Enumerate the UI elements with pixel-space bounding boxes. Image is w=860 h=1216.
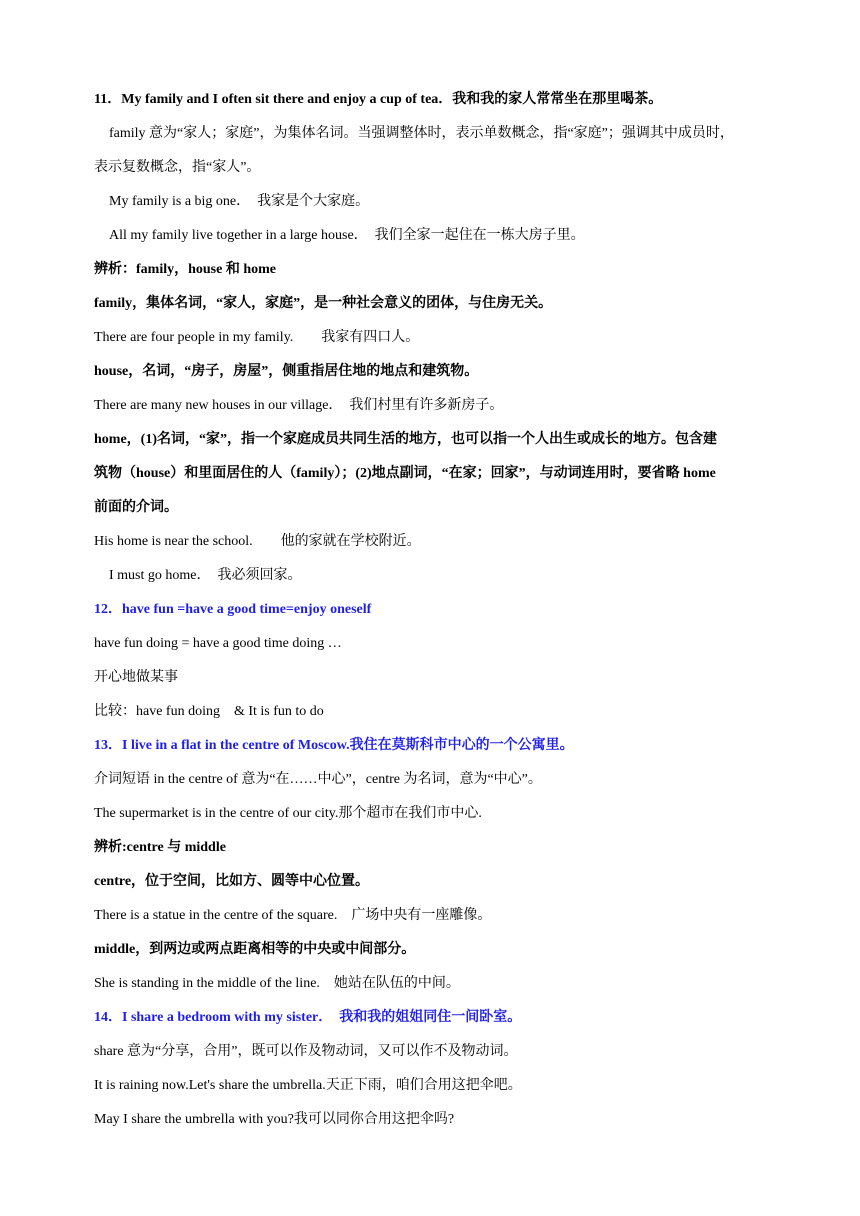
bold-text-line: centre，位于空间，比如方、圆等中心位置。	[94, 874, 370, 889]
bold-text-line: 筑物（house）和里面居住的人（family）；(2)地点副词，“在家；回家”，与动词连用时，要省略 home	[94, 466, 716, 481]
bold-text-line: middle，到两边或两点距离相等的中央或中间部分。	[94, 942, 416, 957]
text-line: 比较：have fun doing & It is fun to do	[94, 704, 324, 719]
text-line: There are many new houses in our village． 我们村里有许多新房子。	[94, 398, 504, 413]
text-line: She is standing in the middle of the line. 她站在队伍的中间。	[94, 976, 460, 991]
bold-text-line: 辨析:centre 与 middle	[94, 840, 226, 855]
bold-text-line: house，名词，“房子，房屋”，侧重指居住地的地点和建筑物。	[94, 364, 479, 379]
bold-text-line: family，集体名词，“家人，家庭”，是一种社会意义的团体，与住房无关。	[94, 296, 553, 311]
text-line: 介词短语 in the centre of 意为“在……中心”，centre 为名词，意为“中心”。	[94, 772, 542, 787]
text-line: have fun doing = have a good time doing …	[94, 636, 342, 651]
document-page	[94, 84, 774, 1138]
text-line: family 意为“家人；家庭”，为集体名词。当强调整体时，表示单数概念，指“家庭”；强调其中成员时，	[109, 126, 734, 141]
text-line: There are four people in my family. 我家有四口人。	[94, 330, 420, 345]
text-line: It is raining now.Let's share the umbrella.天正下雨，咱们合用这把伞吧。	[94, 1078, 522, 1093]
text-line: There is a statue in the centre of the square. 广场中央有一座雕像。	[94, 908, 492, 923]
text-line: 开心地做某事	[94, 670, 178, 685]
text-line: May I share the umbrella with you?我可以同你合用这把伞吗?	[94, 1112, 455, 1127]
text-line: My family is a big one． 我家是个大家庭。	[109, 194, 370, 209]
bold-text-line: 辨析：family，house 和 home	[94, 262, 276, 277]
text-line: 表示复数概念，指“家人”。	[94, 160, 261, 175]
bold-text-line: home，(1)名词，“家”，指一个家庭成员共同生活的地方，也可以指一个人出生或成长的地方。包含建	[94, 432, 717, 447]
text-line: All my family live together in a large house． 我们全家一起住在一栋大房子里。	[109, 228, 585, 243]
text-line: His home is near the school. 他的家就在学校附近。	[94, 534, 421, 549]
bold-text-line: 11．My family and I often sit there and enjoy a cup of tea．我和我的家人常常坐在那里喝茶。	[94, 92, 663, 107]
section-heading: 13．I live in a flat in the centre of Moscow.我住在莫斯科市中心的一个公寓里。	[94, 738, 574, 753]
bold-text-line: 前面的介词。	[94, 500, 178, 515]
text-line: share 意为“分享，合用”，既可以作及物动词，又可以作不及物动词。	[94, 1044, 518, 1059]
text-line: I must go home． 我必须回家。	[109, 568, 302, 583]
text-line: The supermarket is in the centre of our city.那个超市在我们市中心.	[94, 806, 482, 821]
section-heading: 14．I share a bedroom with my sister． 我和我的姐姐同住一间卧室。	[94, 1010, 522, 1025]
section-heading: 12．have fun =have a good time=enjoy oneself	[94, 602, 372, 617]
